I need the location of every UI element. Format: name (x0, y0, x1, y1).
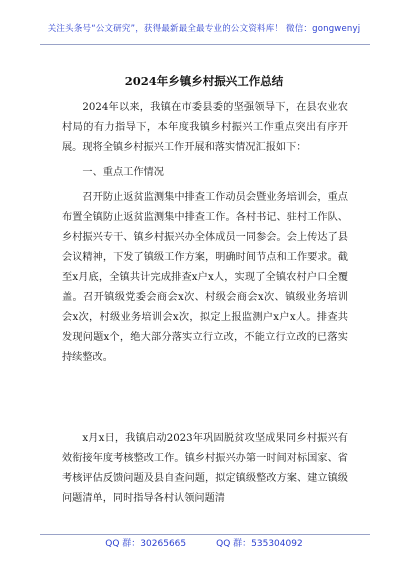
intro-text: 2024年以来，我镇在市委县委的坚强领导下，在县农业农村局的有力指导下，本年度我镇乡村振兴工作重点突出有序开展。现将全镇乡村振兴工作开展和落实情况汇报如下： (62, 102, 348, 153)
footer-qq-group-2: QQ 群：535304092 (216, 539, 303, 549)
body-paragraph-1 (62, 188, 348, 368)
footer (0, 536, 408, 549)
intro-paragraph (62, 98, 348, 158)
body-paragraph-2 (62, 429, 348, 509)
body-paragraph-2-text: x月x日，我镇启动2023年巩固脱贫攻坚成果同乡村振兴有效衔接年度考核整改工作。镇乡村振兴办第一时间对标国家、省考核评估反馈问题及县自查问题，拟定镇级整改方案、建立镇级问题清单，同时指导各村认领问题清 (62, 433, 348, 504)
header-banner: 关注头条号“公文研究”，获得最新最全最专业的公文资料库！ 微信：gongwenyj (47, 24, 361, 34)
section-heading-text: 一、重点工作情况 (82, 167, 164, 178)
header-divider (40, 44, 370, 45)
footer-divider (40, 534, 370, 535)
section-heading (62, 163, 348, 183)
document-title: 2024年乡镇乡村振兴工作总结 (124, 74, 284, 88)
body-paragraph-1-text: 召开防止返贫监测集中排查工作动员会暨业务培训会，重点布置全镇防止返贫监测集中排查工作。各村书记、驻村工作队、乡村振兴专干、镇乡村振兴办全体成员一同参会。会上传达了县会议精神，下发了镇级工作方案，明确时间节点和工作要求。截至x月底，全镇共计完成排查x户x人，实现了全镇农村户口全覆盖。召开镇级党委会商会x次、村级会商会x次、镇级业务培训会x次，村级业务培训会x次，拟定上报监测户x户x人。排查共发现问题x个，绝大部分落实立行立改，不能立行立改的已落实持续整改。 (62, 192, 348, 363)
footer-qq-group-1: QQ 群：30265665 (105, 539, 187, 549)
